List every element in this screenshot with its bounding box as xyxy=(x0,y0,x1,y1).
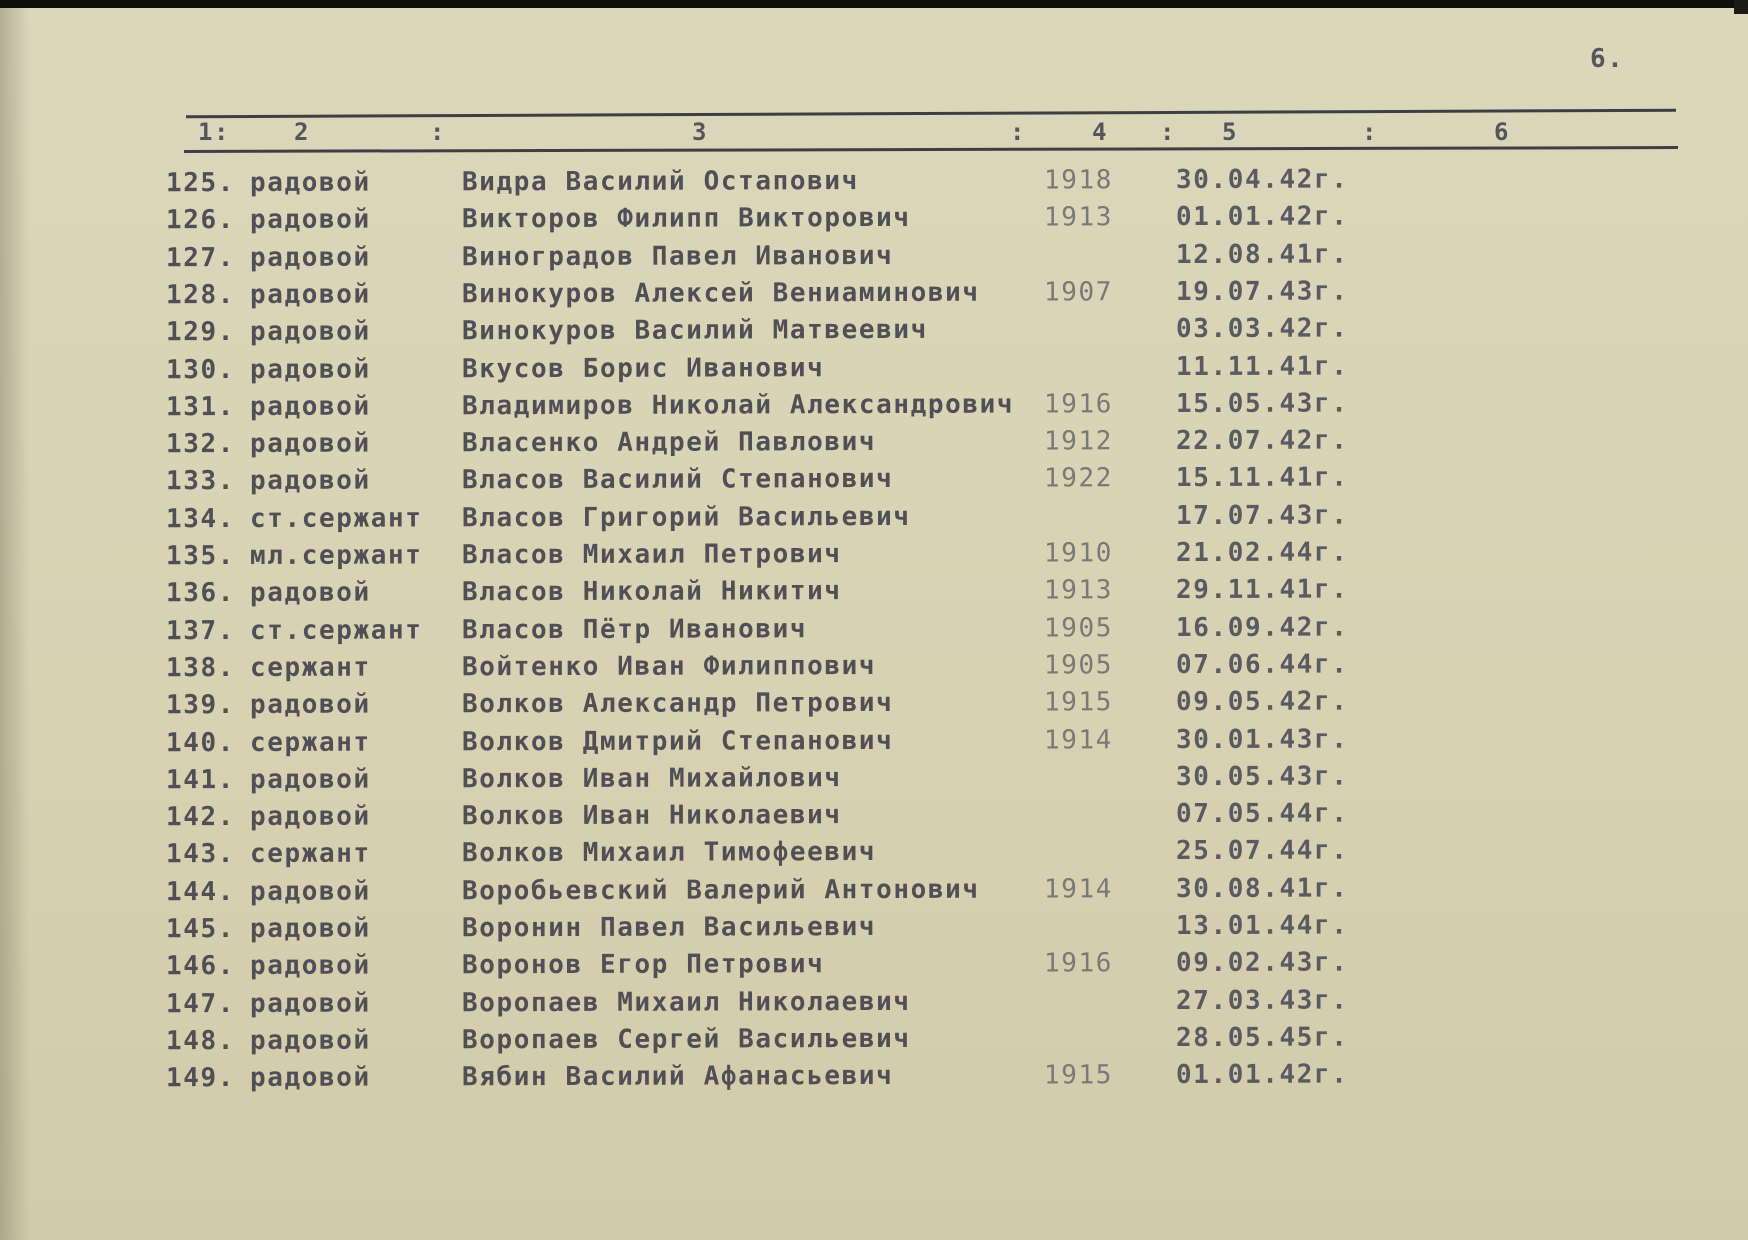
rank: радовой xyxy=(249,689,371,721)
full-name: Власов Василий Степанович xyxy=(461,464,894,496)
table-row xyxy=(0,238,1748,279)
rank: сержант xyxy=(249,838,371,870)
rank: радовой xyxy=(249,876,371,907)
rank: радовой xyxy=(249,167,371,198)
row-number: 136. xyxy=(165,578,236,609)
page-number: 6. xyxy=(1590,44,1625,74)
full-name: Воробьевский Валерий Антонович xyxy=(461,874,980,906)
date: 07.05.44г. xyxy=(1175,798,1349,830)
date: 28.05.45г. xyxy=(1175,1022,1349,1053)
date: 12.08.41г. xyxy=(1175,239,1349,270)
birth-year: 1914 xyxy=(1043,724,1114,755)
date: 01.01.42г. xyxy=(1175,201,1349,233)
date: 25.07.44г. xyxy=(1175,835,1349,867)
table-row xyxy=(0,387,1748,428)
column-header-2: 2 xyxy=(294,118,310,146)
birth-year: 1918 xyxy=(1043,165,1114,196)
table-row xyxy=(0,835,1748,876)
rank: радовой xyxy=(249,950,371,982)
row-number: 144. xyxy=(165,876,236,907)
table-row xyxy=(0,499,1748,540)
row-number: 145. xyxy=(165,914,236,945)
column-separator: : xyxy=(430,118,446,146)
date: 30.08.41г. xyxy=(1175,873,1349,904)
rank: радовой xyxy=(249,316,371,348)
row-number: 135. xyxy=(165,541,236,572)
row-number: 134. xyxy=(165,503,236,534)
corner-clip xyxy=(1734,0,1748,14)
full-name: Воропаев Михаил Николаевич xyxy=(461,986,911,1018)
full-name: Власов Николай Никитич xyxy=(461,576,842,608)
full-name: Воропаев Сергей Васильевич xyxy=(461,1023,911,1056)
row-number: 141. xyxy=(165,764,236,796)
rank: радовой xyxy=(249,1025,371,1056)
birth-year: 1913 xyxy=(1043,575,1114,606)
table-row xyxy=(0,984,1748,1025)
date: 30.05.43г. xyxy=(1175,761,1349,792)
table-row xyxy=(0,611,1748,652)
rank: радовой xyxy=(249,279,371,310)
table-row xyxy=(0,1021,1748,1062)
row-number: 128. xyxy=(165,279,236,311)
column-header-4: 4 xyxy=(1092,118,1108,146)
full-name: Войтенко Иван Филиппович xyxy=(461,650,877,683)
date: 21.02.44г. xyxy=(1175,537,1349,569)
table-row xyxy=(0,574,1748,615)
date: 09.02.43г. xyxy=(1175,947,1349,979)
table-row xyxy=(0,536,1748,577)
row-number: 138. xyxy=(165,652,236,684)
row-number: 129. xyxy=(165,317,236,348)
row-number: 133. xyxy=(165,466,236,497)
full-name: Воронов Егор Петрович xyxy=(461,949,825,981)
rank: радовой xyxy=(249,577,371,609)
full-name: Видра Василий Остапович xyxy=(461,166,859,198)
date: 19.07.43г. xyxy=(1175,276,1349,307)
rank: радовой xyxy=(249,354,371,385)
column-header-1: 1: xyxy=(198,118,230,146)
date: 15.05.43г. xyxy=(1175,388,1349,419)
date: 30.01.43г. xyxy=(1175,724,1349,755)
table-row xyxy=(0,350,1748,391)
birth-year: 1916 xyxy=(1043,389,1114,420)
date: 07.06.44г. xyxy=(1175,649,1349,680)
rank: радовой xyxy=(249,242,371,273)
row-number: 131. xyxy=(165,391,236,423)
full-name: Волков Иван Михайлович xyxy=(461,762,842,795)
rank: сержант xyxy=(249,727,371,758)
column-separator: : xyxy=(1010,118,1026,146)
full-name: Воронин Павел Васильевич xyxy=(461,911,877,944)
row-number: 139. xyxy=(165,690,236,721)
table-row xyxy=(0,163,1748,204)
full-name: Власенко Андрей Павлович xyxy=(461,427,877,459)
full-name: Вябин Василий Афанасьевич xyxy=(461,1061,894,1093)
table-row xyxy=(0,312,1748,353)
document-sheet xyxy=(0,8,1748,1240)
birth-year: 1912 xyxy=(1043,426,1114,457)
row-number: 140. xyxy=(165,727,236,758)
date: 13.01.44г. xyxy=(1175,910,1349,942)
full-name: Винокуров Алексей Вениаминович xyxy=(461,277,980,310)
column-header-5: 5 xyxy=(1222,118,1238,146)
full-name: Владимиров Николай Александрович xyxy=(461,389,1015,422)
full-name: Викторов Филипп Викторович xyxy=(461,203,911,235)
date: 03.03.42г. xyxy=(1175,313,1349,345)
row-number: 125. xyxy=(165,168,236,199)
table-row xyxy=(0,462,1748,503)
rank: радовой xyxy=(249,764,371,795)
table-row xyxy=(0,685,1748,726)
table-row xyxy=(0,424,1748,465)
date: 09.05.42г. xyxy=(1175,686,1349,718)
rank: мл.сержант xyxy=(249,540,423,571)
full-name: Винокуров Василий Матвеевич xyxy=(461,315,928,347)
full-name: Волков Дмитрий Степанович xyxy=(461,725,894,757)
table-row xyxy=(0,947,1748,988)
rank: сержант xyxy=(249,652,371,683)
date: 30.04.42г. xyxy=(1175,164,1349,196)
date: 27.03.43г. xyxy=(1175,985,1349,1016)
full-name: Волков Михаил Тимофеевич xyxy=(461,837,877,869)
birth-year: 1907 xyxy=(1043,277,1114,308)
full-name: Власов Пётр Иванович xyxy=(461,613,808,645)
table-row xyxy=(0,275,1748,316)
full-name: Власов Михаил Петрович xyxy=(461,539,842,571)
rank: радовой xyxy=(249,428,371,460)
birth-year: 1922 xyxy=(1043,463,1114,494)
row-number: 149. xyxy=(165,1063,236,1094)
row-number: 148. xyxy=(165,1025,236,1057)
row-number: 137. xyxy=(165,615,236,646)
column-separator: : xyxy=(1362,118,1378,146)
date: 16.09.42г. xyxy=(1175,612,1349,643)
header-top-rule xyxy=(186,109,1676,119)
birth-year: 1905 xyxy=(1043,650,1114,681)
date: 15.11.41г. xyxy=(1175,462,1349,494)
row-number: 132. xyxy=(165,429,236,460)
rank: ст.сержант xyxy=(249,615,423,646)
row-number: 126. xyxy=(165,205,236,236)
birth-year: 1915 xyxy=(1043,687,1114,718)
date: 01.01.42г. xyxy=(1175,1059,1349,1091)
full-name: Власов Григорий Васильевич xyxy=(461,501,911,533)
rank: ст.сержант xyxy=(249,503,423,534)
date: 22.07.42г. xyxy=(1175,425,1349,457)
rank: радовой xyxy=(249,801,371,833)
table-row xyxy=(0,872,1748,913)
row-number: 127. xyxy=(165,242,236,273)
row-number: 146. xyxy=(165,951,236,982)
table-row xyxy=(0,909,1748,950)
table-row xyxy=(0,1058,1748,1099)
birth-year: 1915 xyxy=(1043,1060,1114,1091)
table-row xyxy=(0,723,1748,764)
rank: радовой xyxy=(249,1062,371,1094)
birth-year: 1910 xyxy=(1043,538,1114,569)
table-row xyxy=(0,760,1748,801)
column-header-3: 3 xyxy=(692,118,708,146)
date: 11.11.41г. xyxy=(1175,351,1349,382)
table-row xyxy=(0,201,1748,242)
rank: радовой xyxy=(249,913,371,944)
row-number: 130. xyxy=(165,354,236,385)
table-row xyxy=(0,797,1748,838)
rank: радовой xyxy=(249,391,371,422)
full-name: Виноградов Павел Иванович xyxy=(461,240,894,272)
full-name: Волков Александр Петрович xyxy=(461,688,894,720)
birth-year: 1914 xyxy=(1043,873,1114,905)
full-name: Вкусов Борис Иванович xyxy=(461,352,825,384)
column-separator: : xyxy=(1160,118,1176,146)
date: 29.11.41г. xyxy=(1175,574,1349,606)
rank: радовой xyxy=(249,204,371,236)
column-header-6: 6 xyxy=(1494,118,1510,146)
row-number: 142. xyxy=(165,802,236,833)
birth-year: 1916 xyxy=(1043,948,1114,979)
date: 17.07.43г. xyxy=(1175,500,1349,531)
header-bottom-rule xyxy=(184,146,1678,153)
row-number: 147. xyxy=(165,988,236,1019)
full-name: Волков Иван Николаевич xyxy=(461,800,842,832)
birth-year: 1913 xyxy=(1043,202,1114,233)
birth-year: 1905 xyxy=(1043,612,1114,644)
row-number: 143. xyxy=(165,839,236,870)
rank: радовой xyxy=(249,988,371,1019)
rank: радовой xyxy=(249,465,371,497)
table-row xyxy=(0,648,1748,689)
